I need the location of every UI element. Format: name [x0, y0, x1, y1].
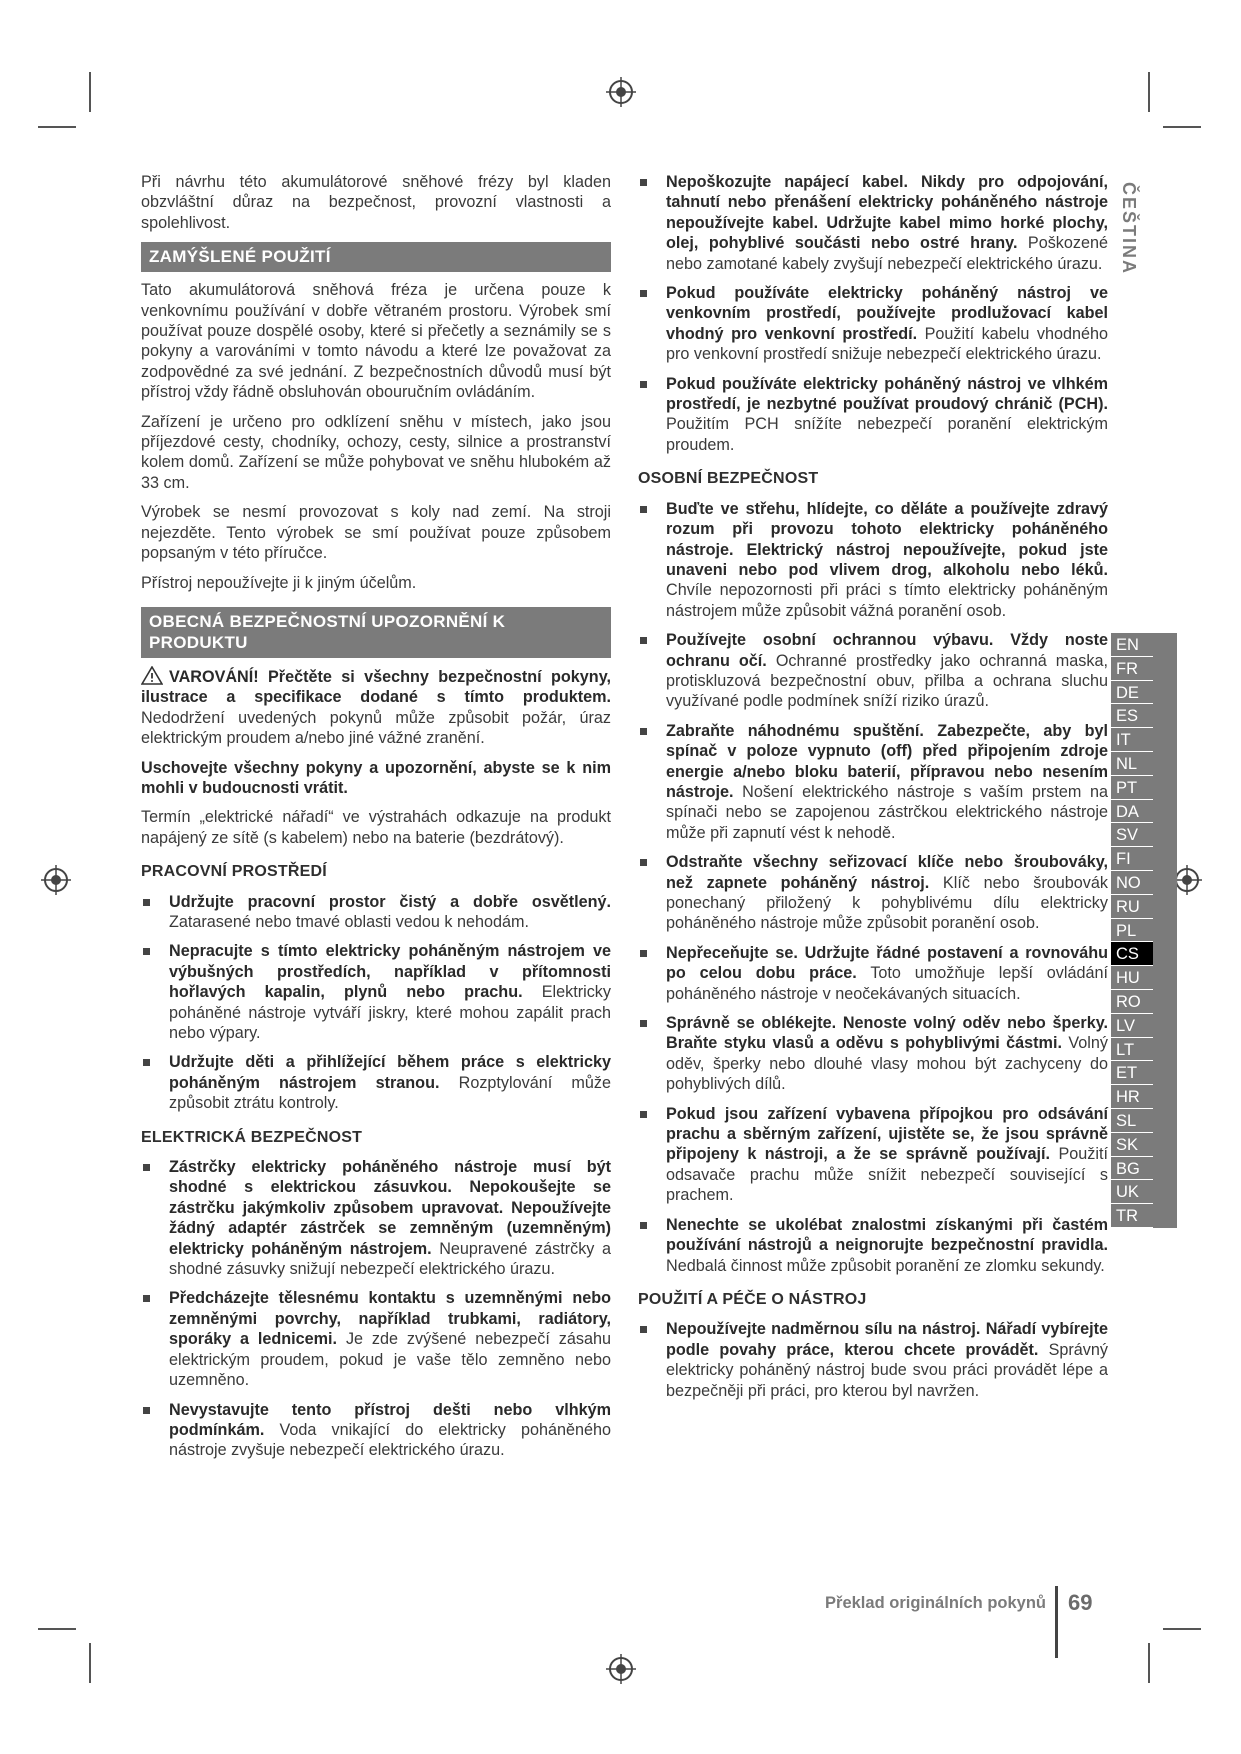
language-tab-en[interactable]: EN [1111, 633, 1153, 657]
list-item: Zástrčky elektricky poháněného nástroje musí být shodné s elektrickou zásuvkou. Nepokoušejte se zástrčku jakýmkoliv způsobem upravovat. Nepoužívejte žádný adaptér zástrček se zemněným (uzemněným) elektricky poháněným nástrojem. Neupravené zástrčky a shodné zásuvky snižují nebezpečí elektrického úrazu. [141, 1157, 611, 1279]
bullet-square-icon [143, 1407, 150, 1414]
list-item: Nepracujte s tímto elektricky poháněným nástrojem ve výbušných prostředích, například v přítomnosti hořlavých kapalin, plynů nebo prachu. Elektricky poháněné nástroje vytváří jiskry, které mohou zapálit prach nebo výpary. [141, 941, 611, 1043]
language-tab-pt[interactable]: PT [1111, 776, 1153, 800]
personal-safety-list [638, 499, 1108, 1276]
language-tab-uk[interactable]: UK [1111, 1180, 1153, 1204]
list-item: Pokud používáte elektricky poháněný nástroj ve venkovním prostředí, používejte prodlužovací kabel vhodný pro venkovní prostředí. Použití kabelu vhodného pro venkovní prostředí snižuje nebezpečí elektrického úrazu. [638, 283, 1108, 365]
subheading-personal-safety: OSOBNÍ BEZPEČNOST [638, 470, 819, 488]
paragraph: Přístroj nepoužívejte ji k jiným účelům. [141, 573, 417, 592]
language-tab-sv[interactable]: SV [1111, 823, 1153, 847]
crop-mark [1148, 1643, 1150, 1683]
subheading-tool-use-care: POUŽITÍ A PÉČE O NÁSTROJ [638, 1290, 867, 1308]
bullet-square-icon [640, 1222, 647, 1229]
bullet-square-icon [640, 506, 647, 513]
list-item: Nepřeceňujte se. Udržujte řádné postavení a rovnováhu po celou dobu práce. Toto umožňuje lepší ovládání poháněného nástroje v neočekávaných situacích. [638, 943, 1108, 1004]
crop-mark [38, 1628, 76, 1630]
warning-triangle-icon [141, 666, 163, 685]
electrical-list-continued [638, 172, 1108, 455]
bullet-square-icon [640, 859, 647, 866]
bullet-square-icon [143, 899, 150, 906]
section-heading-intended-use: ZAMÝŠLENÉ POUŽITÍ [141, 242, 611, 272]
language-tab-lv[interactable]: LV [1111, 1014, 1153, 1038]
language-tabs [1111, 633, 1177, 1228]
bullet-square-icon [143, 1059, 150, 1066]
warning-paragraph [141, 666, 611, 749]
paragraph: Výrobek se nesmí provozovat s koly nad zemí. Na stroji nejezděte. Tento výrobek se smí používat pouze způsobem popsaným v této příručce. [141, 503, 611, 563]
bullet-square-icon [143, 948, 150, 955]
crop-mark [1163, 126, 1201, 128]
language-tab-sk[interactable]: SK [1111, 1133, 1153, 1157]
language-tab-nl[interactable]: NL [1111, 752, 1153, 776]
registration-mark-icon [41, 865, 71, 895]
list-item: Udržujte děti a přihlížející během práce s elektricky poháněným nástrojem stranou. Rozptylování může způsobit ztrátu kontroly. [141, 1052, 611, 1113]
page-number: 69 [1068, 1590, 1093, 1615]
warning-text: Nedodržení uvedených pokynů může způsobit požár, úraz elektrickým proudem a/nebo jiné vážné zranění. [141, 708, 611, 748]
list-item: Buďte ve střehu, hlídejte, co děláte a používejte zdravý rozum při provozu tohoto elektricky poháněného nástroje. Elektrický nástroj nepoužívejte, pokud jste unaveni nebo pod vlivem drog, alkoholu nebo léků. Chvíle nepozornosti při práci s tímto elektricky poháněným nástrojem může způsobit vážná poranění osob. [638, 499, 1108, 621]
crop-mark [1148, 72, 1150, 112]
bullet-square-icon [640, 179, 647, 186]
bullet-square-icon [640, 290, 647, 297]
language-tab-tr[interactable]: TR [1111, 1204, 1153, 1228]
crop-mark [89, 72, 91, 112]
language-tab-cs[interactable]: CS [1111, 942, 1153, 966]
crop-mark [1163, 1628, 1201, 1630]
bullet-square-icon [640, 950, 647, 957]
work-area-list [141, 892, 611, 1114]
list-item: Předcházejte tělesnému kontaktu s uzemněnými nebo zemněnými povrchy, například trubkami, radiátory, sporáky a lednicemi. Je zde zvýšené nebezpečí zásahu elektrickým proudem, pokud je vaše tělo zemněno nebo uzemněno. [141, 1288, 611, 1390]
crop-mark [38, 126, 76, 128]
list-item: Pokud jsou zařízení vybavena přípojkou pro odsávání prachu a sběrným zařízení, ujistěte se, že jsou správně připojeny k nástroji, a že se správně používají. Použití odsavače prachu může snížit nebezpečí související s prachem. [638, 1104, 1108, 1206]
list-item: Pokud používáte elektricky poháněný nástroj ve vlhkém prostředí, je nezbytné používat proudový chránič (PCH). Použitím PCH snížíte nebezpečí poranění elektrickým proudem. [638, 374, 1108, 456]
language-tab-ru[interactable]: RU [1111, 895, 1153, 919]
side-language-title: ČEŠTINA [1119, 181, 1140, 276]
list-item: Udržujte pracovní prostor čistý a dobře osvětlený. Zatarasené nebo tmavé oblasti vedou k nehodám. [141, 892, 611, 933]
list-item: Nepoškozujte napájecí kabel. Nikdy pro odpojování, tahnutí nebo přenášení elektricky poháněného nástroje nepoužívejte kabel. Udržujte kabel mimo horké plochy, olej, pohyblivé součásti nebo ostré hrany. Poškozené nebo zamotané kabely zvyšují nebezpečí elektrického úrazu. [638, 172, 1108, 274]
subheading-work-area: PRACOVNÍ PROSTŘEDÍ [141, 863, 327, 881]
paragraph: Tato akumulátorová sněhová fréza je určena pouze k venkovnímu používání v dobře větraném prostoru. Výrobek smí používat pouze dospělé osoby, které si přečetly a seznámily se s pokyny a varováními v tomto návodu a které lze považovat za zodpovědné za své jednání. Z bezpečnostních důvodů musí být přístroj vždy řádně obsluhován obouručním ovládáním. [141, 281, 611, 402]
section-heading-general-safety: OBECNÁ BEZPEČNOSTNÍ UPOZORNĚNÍ K PRODUKTU [141, 607, 611, 658]
bullet-square-icon [640, 728, 647, 735]
right-column [638, 172, 1108, 1410]
bullet-square-icon [640, 1111, 647, 1118]
paragraph: Zařízení je určeno pro odklízení sněhu v místech, jako jsou příjezdové cesty, chodníky, ochozy, cesty, silnice a prostranství kolem domů. Zařízení se může pohybovat ve sněhu hlubokém až 33 cm. [141, 412, 611, 492]
list-item: Správně se oblékejte. Nenoste volný oděv nebo šperky. Braňte styku vlasů a oděvu s pohyblivými částmi. Volný oděv, šperky nebo dlouhé vlasy mohou být zachyceny do pohyblivých dílů. [638, 1013, 1108, 1095]
bullet-square-icon [640, 381, 647, 388]
list-item: Nevystavujte tento přístroj dešti nebo vlhkým podmínkám. Voda vnikající do elektricky poháněného nástroje zvyšuje nebezpečí elektrického úrazu. [141, 1400, 611, 1461]
list-item: Nenechte se ukolébat znalostmi získanými při častém používání nástrojů a neignorujte bezpečnostní pravidla. Nedbalá činnost může způsobit poranění ze zlomku sekundy. [638, 1215, 1108, 1276]
list-item: Odstraňte všechny seřizovací klíče nebo šroubováky, než zapnete poháněný nástroj. Klíč nebo šroubovák ponechaný přiložený k pohyblivému dílu elektricky poháněného nástroje může způsobit poranění osob. [638, 852, 1108, 934]
left-column [141, 172, 611, 1470]
language-tab-da[interactable]: DA [1111, 800, 1153, 824]
electrical-list [141, 1157, 611, 1461]
warning-bold: VAROVÁNÍ! Přečtěte si všechny bezpečnostní pokyny, ilustrace a specifikace dodané s tímto produktem. [141, 667, 611, 707]
registration-mark-icon [606, 1654, 636, 1684]
language-tab-it[interactable]: IT [1111, 728, 1153, 752]
tool-care-list [638, 1319, 1108, 1401]
term-paragraph: Termín „elektrické nářadí“ ve výstrahách odkazuje na produkt napájený ze sítě (s kabelem) nebo na baterie (bezdrátový). [141, 808, 611, 847]
list-item: Používejte osobní ochrannou výbavu. Vždy noste ochranu očí. Ochranné prostředky jako ochranná maska, protiskluzová bezpečnostní obuv, přilba a ochrana sluchu využívané podle podmínek sníží riziko úrazů. [638, 630, 1108, 712]
language-tab-lt[interactable]: LT [1111, 1038, 1153, 1062]
intro-paragraph: Při návrhu této akumulátorové sněhové frézy byl kladen obzvláštní důraz na bezpečnost, provozní vlastnosti a spolehlivost. [141, 173, 611, 232]
keep-instructions: Uschovejte všechny pokyny a upozornění, abyste se k nim mohli v budoucnosti vrátit. [141, 758, 611, 797]
footer-divider [1055, 1586, 1058, 1658]
list-item: Zabraňte náhodnému spuštění. Zabezpečte, aby byl spínač v poloze vypnuto (off) před připojením zdroje energie a/nebo bloku baterií, přípravou nebo nesením nástroje. Nošení elektrického nástroje s vaším prstem na spínači nebo se zapojenou zástrčkou elektrického nástroje může při zapnutí vést k nehodě. [638, 721, 1108, 843]
language-tab-no[interactable]: NO [1111, 871, 1153, 895]
language-tab-sl[interactable]: SL [1111, 1109, 1153, 1133]
bullet-square-icon [143, 1164, 150, 1171]
crop-mark [89, 1643, 91, 1683]
language-tab-hu[interactable]: HU [1111, 966, 1153, 990]
list-item: Nepoužívejte nadměrnou sílu na nástroj. Nářadí vybírejte podle povahy práce, kterou chcete provádět. Správný elektricky poháněný nástroj bude svou práci provádět lépe a bezpečněji při práci, pro kterou byl navržen. [638, 1319, 1108, 1401]
language-tab-de[interactable]: DE [1111, 681, 1153, 705]
language-tab-et[interactable]: ET [1111, 1061, 1153, 1085]
bullet-square-icon [640, 1020, 647, 1027]
bullet-square-icon [640, 637, 647, 644]
language-tab-hr[interactable]: HR [1111, 1085, 1153, 1109]
language-tab-pl[interactable]: PL [1111, 919, 1153, 943]
language-tab-ro[interactable]: RO [1111, 990, 1153, 1014]
language-tab-bg[interactable]: BG [1111, 1157, 1153, 1181]
language-tab-es[interactable]: ES [1111, 704, 1153, 728]
language-tab-fi[interactable]: FI [1111, 847, 1153, 871]
bullet-square-icon [143, 1295, 150, 1302]
registration-mark-icon [606, 77, 636, 107]
bullet-square-icon [640, 1326, 647, 1333]
language-tab-fr[interactable]: FR [1111, 657, 1153, 681]
footer-translation-note: Překlad originálních pokynů [825, 1594, 1046, 1612]
subheading-electrical-safety: ELEKTRICKÁ BEZPEČNOST [141, 1128, 363, 1146]
